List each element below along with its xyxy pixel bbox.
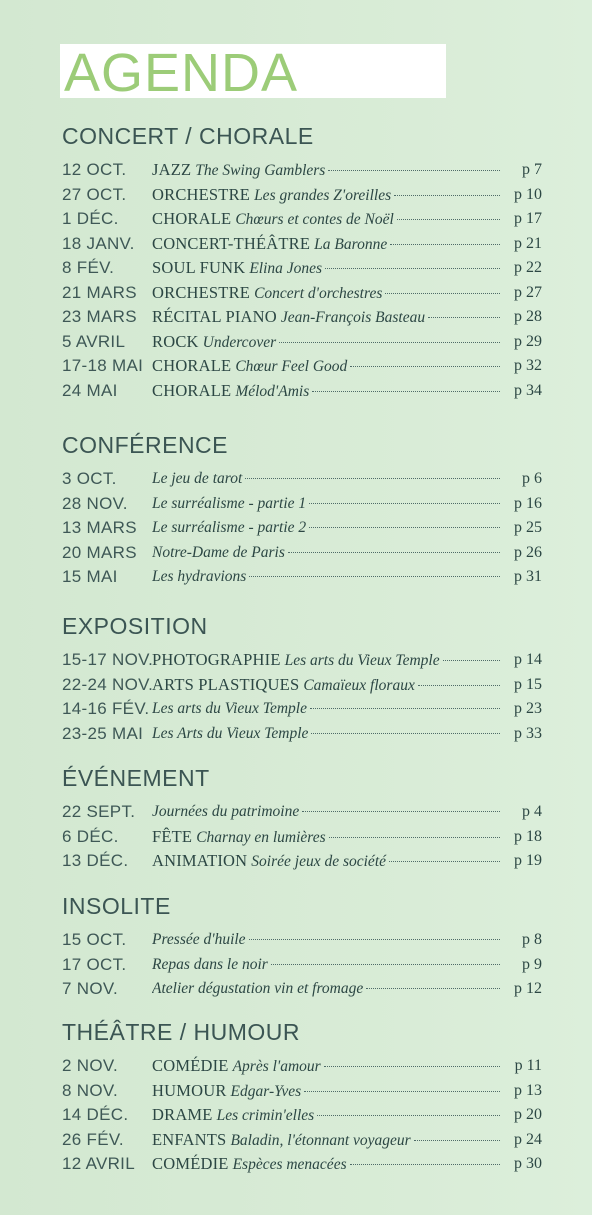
agenda-section — [62, 431, 542, 590]
agenda-entry — [62, 697, 542, 722]
entry-date: 24 MAI — [62, 380, 118, 400]
entry-page-number: p 22 — [514, 259, 542, 276]
agenda-entry — [62, 1152, 542, 1177]
entry-title: Les Arts du Vieux Temple — [152, 724, 309, 742]
agenda-section — [62, 764, 542, 874]
entry-category: JAZZ — [152, 160, 192, 179]
entry-page-number: p 17 — [514, 210, 542, 227]
dot-leader — [309, 527, 500, 528]
dot-leader — [249, 576, 500, 577]
agenda-entry — [62, 305, 542, 330]
entry-title: Elina Jones — [249, 260, 323, 277]
entry-title: La Baronne — [314, 235, 388, 253]
agenda-entry — [62, 1054, 542, 1079]
entry-date: 7 NOV. — [62, 979, 118, 998]
dot-leader — [390, 244, 500, 245]
entry-page-number: p 19 — [514, 852, 542, 869]
entry-page-number: p 6 — [522, 470, 542, 487]
agenda-entry — [62, 825, 542, 850]
entry-title: Undercover — [202, 333, 277, 351]
dot-leader — [309, 503, 500, 504]
entry-category: ORCHESTRE — [152, 184, 251, 204]
entry-date: 28 NOV. — [62, 493, 128, 513]
entry-category: CONCERT-THÉÂTRE — [152, 233, 311, 253]
entry-category: COMÉDIE — [152, 1154, 229, 1173]
agenda-entry — [62, 158, 542, 183]
dot-leader — [288, 552, 500, 553]
agenda-section — [62, 1018, 542, 1177]
entry-page-number: p 28 — [514, 308, 542, 325]
dot-leader — [304, 1091, 500, 1092]
entry-page-number: p 34 — [514, 381, 542, 399]
agenda-section — [62, 122, 542, 403]
dot-leader — [414, 1140, 500, 1141]
entry-date: 15-17 NOV. — [62, 650, 154, 669]
entry-title: Charnay en lumières — [196, 828, 326, 846]
dot-leader — [389, 861, 500, 862]
entry-title: Concert d'orchestres — [254, 284, 383, 302]
entry-date: 22-24 NOV. — [62, 674, 154, 694]
entry-description — [152, 800, 502, 825]
entry-title: Edgar-Yves — [230, 1082, 302, 1100]
agenda-entry — [62, 256, 542, 281]
entry-category: COMÉDIE — [152, 1056, 229, 1075]
entry-description — [152, 1079, 502, 1105]
entry-description — [152, 722, 502, 747]
dot-leader — [366, 988, 500, 989]
dot-leader — [385, 293, 500, 294]
agenda-entry — [62, 800, 542, 825]
entry-description — [152, 648, 502, 674]
agenda-entry — [62, 281, 542, 306]
entry-title: The Swing Gamblers — [195, 162, 326, 179]
agenda-entry — [62, 183, 542, 208]
entry-title: Camaïeux floraux — [303, 676, 415, 694]
dot-leader — [329, 837, 500, 838]
entry-description — [152, 697, 502, 722]
dot-leader — [443, 660, 500, 661]
agenda-entry — [62, 673, 542, 698]
agenda-entry — [62, 207, 542, 232]
entry-page-number: p 24 — [514, 1130, 542, 1148]
entry-page-number: p 18 — [514, 827, 542, 845]
entry-page-number: p 4 — [522, 803, 542, 820]
entry-title: Jean-François Basteau — [280, 309, 426, 326]
section-title: THÉÂTRE / HUMOUR — [62, 1019, 300, 1045]
section-title: ÉVÉNEMENT — [62, 765, 210, 791]
entry-description — [152, 354, 502, 380]
entry-description — [152, 256, 502, 282]
entry-date: 12 OCT. — [62, 160, 127, 179]
entry-date: 14 DÉC. — [62, 1105, 129, 1124]
entry-date: 15 MAI — [62, 567, 118, 586]
entry-page-number: p 15 — [514, 675, 542, 693]
agenda-entry — [62, 232, 542, 257]
dot-leader — [311, 733, 500, 734]
dot-leader — [428, 317, 500, 318]
entry-description — [152, 467, 502, 492]
agenda-entry — [62, 1128, 542, 1153]
section-title: INSOLITE — [62, 893, 171, 919]
entry-page-number: p 29 — [514, 332, 542, 350]
entry-page-number: p 33 — [514, 724, 542, 742]
entry-description — [152, 158, 502, 184]
entry-description — [152, 1152, 502, 1178]
entry-date: 3 OCT. — [62, 469, 117, 488]
entry-page-number: p 31 — [514, 568, 542, 585]
entry-date: 23 MARS — [62, 307, 137, 326]
entry-title: Le surréalisme - partie 1 — [152, 494, 307, 512]
entry-date: 15 OCT. — [62, 930, 127, 949]
entry-date: 23-25 MAI — [62, 723, 144, 743]
entry-category: ANIMATION — [152, 851, 248, 870]
dot-leader — [245, 478, 500, 479]
dot-leader — [249, 939, 500, 940]
dot-leader — [271, 964, 500, 965]
entry-page-number: p 11 — [514, 1057, 542, 1074]
entry-page-number: p 27 — [514, 283, 542, 301]
entry-description — [152, 541, 502, 566]
agenda-entry — [62, 541, 542, 566]
entry-category: ENFANTS — [152, 1129, 227, 1149]
entry-category: ROCK — [152, 331, 199, 351]
dot-leader — [324, 1066, 500, 1067]
entry-date: 13 DÉC. — [62, 851, 129, 870]
entry-date: 26 FÉV. — [62, 1129, 124, 1149]
agenda-section — [62, 612, 542, 746]
dot-leader — [302, 811, 500, 812]
entry-description — [152, 492, 502, 517]
dot-leader — [397, 219, 500, 220]
entry-page-number: p 32 — [514, 357, 542, 374]
entry-date: 17 OCT. — [62, 954, 127, 974]
agenda-title: AGENDA — [64, 43, 299, 103]
dot-leader — [350, 366, 500, 367]
entry-page-number: p 14 — [514, 651, 542, 668]
agenda-entry — [62, 977, 542, 1002]
agenda-entry — [62, 492, 542, 517]
entry-page-number: p 23 — [514, 700, 542, 717]
entry-date: 1 DÉC. — [62, 209, 119, 228]
entry-page-number: p 16 — [514, 494, 542, 512]
entry-category: ORCHESTRE — [152, 282, 251, 302]
entry-date: 22 SEPT. — [62, 802, 136, 821]
entry-category: DRAME — [152, 1105, 213, 1124]
entry-description — [152, 379, 502, 405]
agenda-entry — [62, 330, 542, 355]
dot-leader — [312, 391, 500, 392]
entry-date: 12 AVRIL — [62, 1154, 135, 1173]
entry-date: 27 OCT. — [62, 184, 127, 204]
entry-title: Le surréalisme - partie 2 — [152, 519, 307, 536]
entry-title: Les arts du Vieux Temple — [152, 700, 307, 717]
entry-description — [152, 673, 502, 699]
dot-leader — [317, 1115, 500, 1116]
agenda-entry — [62, 849, 542, 874]
entry-page-number: p 20 — [514, 1106, 542, 1123]
entry-title: Atelier dégustation vin et fromage — [152, 980, 364, 997]
agenda-entry — [62, 928, 542, 953]
entry-title: Chœur Feel Good — [235, 358, 348, 375]
entry-date: 17-18 MAI — [62, 356, 144, 375]
entry-date: 2 NOV. — [62, 1056, 118, 1075]
agenda-entry — [62, 516, 542, 541]
entry-page-number: p 12 — [514, 980, 542, 997]
agenda-entry — [62, 467, 542, 492]
entry-description — [152, 1128, 502, 1154]
entry-description — [152, 849, 502, 875]
agenda-entry — [62, 354, 542, 379]
entry-category: ARTS PLASTIQUES — [152, 674, 300, 694]
entry-description — [152, 232, 502, 258]
entry-title: Repas dans le noir — [152, 955, 268, 973]
dot-leader — [279, 342, 500, 343]
entry-title: Après l'amour — [232, 1058, 321, 1075]
entry-description — [152, 281, 502, 307]
section-title: EXPOSITION — [62, 613, 208, 639]
entry-description — [152, 565, 502, 590]
entry-description — [152, 305, 502, 331]
entry-date: 21 MARS — [62, 282, 137, 302]
entry-page-number: p 9 — [522, 955, 542, 973]
section-title: CONCERT / CHORALE — [62, 123, 314, 149]
entry-category: CHORALE — [152, 356, 232, 375]
entry-category: CHORALE — [152, 209, 232, 228]
entry-date: 20 MARS — [62, 542, 137, 562]
entry-description — [152, 928, 502, 953]
entry-date: 6 DÉC. — [62, 826, 119, 846]
entry-category: FÊTE — [152, 826, 193, 846]
entry-title: Notre-Dame de Paris — [152, 543, 285, 561]
entry-page-number: p 13 — [514, 1081, 542, 1099]
entry-description — [152, 330, 502, 356]
dot-leader — [310, 708, 500, 709]
entry-description — [152, 953, 502, 978]
entry-description — [152, 825, 502, 851]
entry-date: 8 NOV. — [62, 1080, 118, 1100]
entry-description — [152, 516, 502, 541]
entry-page-number: p 21 — [514, 234, 542, 252]
entry-title: Le jeu de tarot — [152, 470, 243, 487]
entry-description — [152, 183, 502, 209]
entry-title: Mélod'Amis — [235, 382, 310, 400]
agenda-entry — [62, 648, 542, 673]
dot-leader — [328, 170, 500, 171]
agenda-entry — [62, 1079, 542, 1104]
section-title: CONFÉRENCE — [62, 432, 229, 458]
entry-page-number: p 8 — [522, 931, 542, 948]
agenda-entry — [62, 1103, 542, 1128]
dot-leader — [394, 195, 500, 196]
entry-title: Les grandes Z'oreilles — [254, 186, 392, 204]
entry-category: RÉCITAL PIANO — [152, 307, 277, 326]
entry-date: 14-16 FÉV. — [62, 699, 150, 718]
entry-description — [152, 1103, 502, 1129]
agenda-entry — [62, 565, 542, 590]
dot-leader — [418, 685, 500, 686]
entry-description — [152, 977, 502, 1002]
entry-description — [152, 207, 502, 233]
entry-description — [152, 1054, 502, 1080]
entry-title: Journées du patrimoine — [152, 803, 300, 820]
agenda-section — [62, 892, 542, 1002]
entry-page-number: p 26 — [514, 543, 542, 561]
entry-title: Pressée d'huile — [152, 931, 246, 948]
entry-title: Espèces menacées — [232, 1156, 347, 1173]
agenda-entry — [62, 722, 542, 747]
entry-date: 5 AVRIL — [62, 331, 126, 351]
entry-category: PHOTOGRAPHIE — [152, 650, 281, 669]
entry-page-number: p 10 — [514, 185, 542, 203]
entry-date: 18 JANV. — [62, 233, 135, 253]
agenda-entry — [62, 953, 542, 978]
entry-date: 13 MARS — [62, 518, 137, 537]
entry-category: HUMOUR — [152, 1080, 227, 1100]
entry-title: Les hydravions — [152, 568, 247, 585]
entry-title: Chœurs et contes de Noël — [235, 211, 394, 228]
entry-category: SOUL FUNK — [152, 258, 246, 277]
agenda-entry — [62, 379, 542, 404]
dot-leader — [325, 268, 500, 269]
dot-leader — [350, 1164, 500, 1165]
entry-page-number: p 7 — [522, 161, 542, 178]
entry-category: CHORALE — [152, 380, 232, 400]
entry-title: Les crimin'elles — [216, 1107, 315, 1124]
entry-title: Soirée jeux de société — [251, 853, 386, 870]
entry-title: Baladin, l'étonnant voyageur — [230, 1131, 411, 1149]
entry-date: 8 FÉV. — [62, 258, 115, 277]
entry-page-number: p 30 — [514, 1155, 542, 1172]
entry-title: Les arts du Vieux Temple — [284, 652, 440, 669]
entry-page-number: p 25 — [514, 519, 542, 536]
